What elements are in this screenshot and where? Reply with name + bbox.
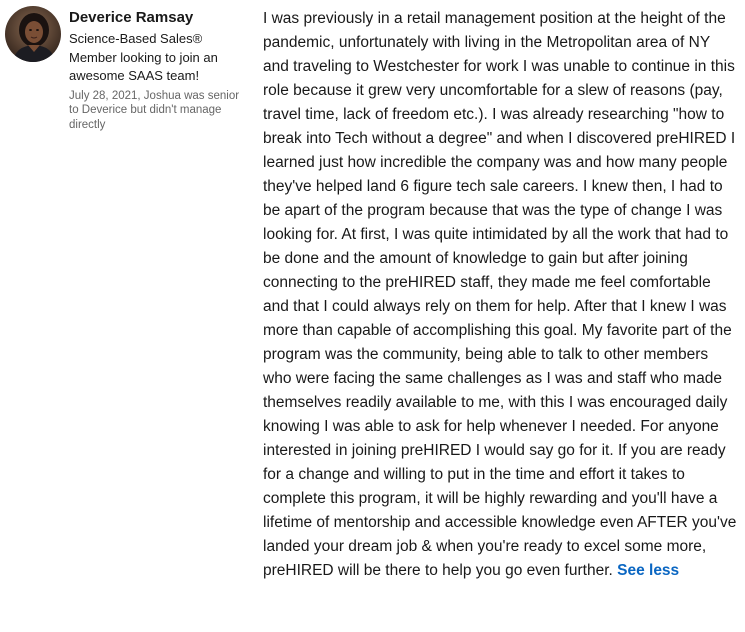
recommendation-body: I was previously in a retail management position at the height of the pandemic, unfortunately with living in the Metropolitan area of NY and traveling to Westchester for work I was unable to continue in this role because it grew very uncomfortable for a slew of reasons (pay, travel time, lack of freedom etc.). I was already researching "how to break into Tech without a degree" and when I discovered preHIRED I learned just how incredible the company was and how many people they've helped land 6 figure tech sale careers. I knew then, I had to be apart of the program because that was the type of change I was looking for. At first, I was quite intimidated by all the work that had to be done and the amount of knowledge to gain but after joining connecting to the preHIRED staff, they made me feel comfortable and that I could always rely on them for help. After that I knew I was more than capable of accomplishing this goal. My favorite part of the program was the community, being able to talk to other members who were facing the same challenges as I was and staff who made themselves readily available to me, with this I was encouraged daily knowing I was able to ask for help whenever I needed. For anyone interested in joining preHIRED I would say go for it. If you are ready for a change and willing to put in the time and effort it takes to complete this program, it will be highly rewarding and you'll have a lifetime of mentorship and accessible knowledge even AFTER you've landed your dream job & when you're ready to excel some more, preHIRED will be there to help you go even further. [263, 10, 737, 579]
see-less-button[interactable]: See less [617, 559, 679, 583]
author-info [69, 8, 249, 132]
recommendation-text [263, 7, 737, 583]
recommendation-meta: July 28, 2021, Joshua was senior to Deverice but didn't manage directly [69, 89, 240, 131]
profile-photo-icon [5, 6, 61, 62]
author-headline: Science-Based Sales® Member looking to join an awesome SAAS team! [69, 31, 218, 83]
author-avatar[interactable] [5, 6, 61, 62]
author-name-link[interactable]: Deverice Ramsay [69, 9, 194, 26]
